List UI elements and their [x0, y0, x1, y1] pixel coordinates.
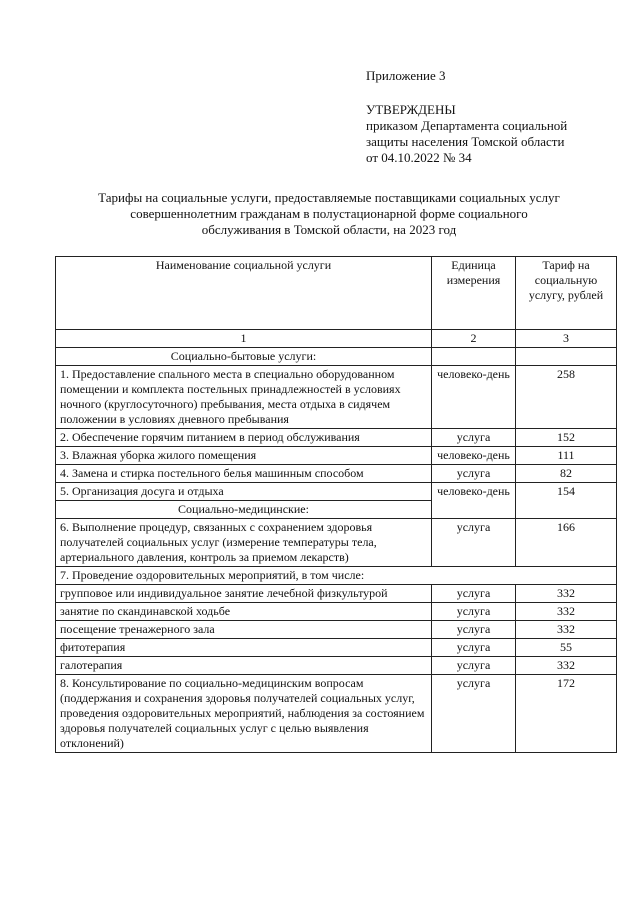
service-name: 2. Обеспечение горячим питанием в период обслуживания [56, 429, 432, 447]
service-unit: услуга [432, 465, 516, 483]
service-tariff: 332 [516, 657, 617, 675]
table-row [56, 465, 617, 483]
order-line: от 04.10.2022 № 34 [366, 150, 472, 165]
table-row [56, 621, 617, 639]
table-row [56, 657, 617, 675]
order-line: приказом Департамента социальной [366, 118, 568, 133]
service-tariff: 55 [516, 639, 617, 657]
service-tariff: 332 [516, 603, 617, 621]
service-tariff: 111 [516, 447, 617, 465]
table-row [56, 567, 617, 585]
table-row [56, 675, 617, 753]
service-unit: услуга [432, 675, 516, 753]
service-unit: услуга [432, 639, 516, 657]
table-header-row [56, 257, 617, 330]
service-unit: услуга [432, 429, 516, 447]
service-group-title: 7. Проведение оздоровительных мероприятий, в том числе: [56, 567, 617, 585]
column-number: 3 [516, 330, 617, 348]
service-name: галотерапия [56, 657, 432, 675]
service-unit: услуга [432, 603, 516, 621]
approval-block [366, 102, 567, 166]
service-unit: человеко-день [432, 483, 516, 519]
order-line: защиты населения Томской области [366, 134, 565, 149]
service-unit: услуга [432, 657, 516, 675]
section-title: Социально-бытовые услуги: [56, 348, 432, 366]
service-name: занятие по скандинавской ходьбе [56, 603, 432, 621]
title-line: совершеннолетним гражданам в полустационарной форме социального [130, 206, 528, 221]
service-name: групповое или индивидуальное занятие лечебной физкультурой [56, 585, 432, 603]
service-name: 3. Влажная уборка жилого помещения [56, 447, 432, 465]
section-row [56, 348, 617, 366]
approved-heading: УТВЕРЖДЕНЫ [366, 102, 456, 117]
table-row [56, 519, 617, 567]
service-name: посещение тренажерного зала [56, 621, 432, 639]
column-header-name: Наименование социальной услуги [56, 257, 432, 330]
service-tariff: 332 [516, 621, 617, 639]
service-tariff: 172 [516, 675, 617, 753]
table-row [56, 447, 617, 465]
column-number: 1 [56, 330, 432, 348]
service-tariff: 152 [516, 429, 617, 447]
table-row [56, 483, 617, 501]
column-number: 2 [432, 330, 516, 348]
column-header-unit: Единица измерения [432, 257, 516, 330]
service-unit: человеко-день [432, 447, 516, 465]
service-name: 4. Замена и стирка постельного белья машинным способом [56, 465, 432, 483]
table-row [56, 366, 617, 429]
service-tariff: 166 [516, 519, 617, 567]
section-title: Социально-медицинские: [56, 501, 432, 519]
table-row [56, 585, 617, 603]
service-unit: услуга [432, 585, 516, 603]
service-name: фитотерапия [56, 639, 432, 657]
service-name: 1. Предоставление спального места в специально оборудованном помещении и комплекта постельных принадлежностей в условиях ночного (круглосуточного) пребывания, места отдыха в сидячем положении в условиях дневного пребывания [56, 366, 432, 429]
title-line: Тарифы на социальные услуги, предоставляемые поставщиками социальных услуг [98, 190, 560, 205]
service-tariff: 258 [516, 366, 617, 429]
document-title [54, 190, 604, 238]
title-line: обслуживания в Томской области, на 2023 год [201, 222, 457, 237]
service-unit: человеко-день [432, 366, 516, 429]
table-row [56, 603, 617, 621]
service-name: 8. Консультирование по социально-медицинским вопросам (поддержания и сохранения здоровья получателей социальных услуг, проведения оздоровительных мероприятий, наблюдения за состоянием здоровья получателей социальных услуг с целью выявления отклонений) [56, 675, 432, 753]
service-tariff: 82 [516, 465, 617, 483]
service-unit: услуга [432, 621, 516, 639]
service-name: 6. Выполнение процедур, связанных с сохранением здоровья получателей социальных услуг (измерение температуры тела, артериального давления, контроль за приемом лекарств) [56, 519, 432, 567]
service-unit: услуга [432, 519, 516, 567]
appendix-label: Приложение 3 [366, 68, 446, 83]
service-tariff: 154 [516, 483, 617, 519]
tariffs-table [55, 256, 617, 753]
column-numbers-row [56, 330, 617, 348]
table-row [56, 429, 617, 447]
table-row [56, 639, 617, 657]
column-header-tariff: Тариф на социальную услугу, рублей [516, 257, 617, 330]
service-tariff: 332 [516, 585, 617, 603]
service-name: 5. Организация досуга и отдыха [56, 483, 432, 501]
